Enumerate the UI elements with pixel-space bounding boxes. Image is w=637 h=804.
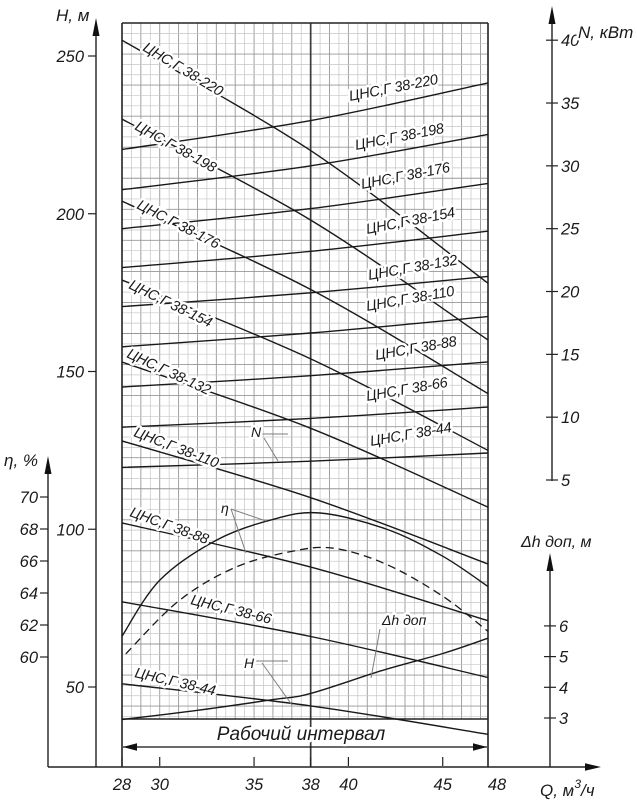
power-curve-label: ЦНС,Г 38-198 — [353, 121, 446, 154]
q-axis-tick-label: 30 — [150, 776, 169, 794]
power-curve-label: ЦНС,Г 38-44 — [368, 419, 453, 450]
head-curve-label: ЦНС,Г 38-66 — [189, 592, 273, 628]
annotation-eta-leader — [231, 509, 266, 521]
n-axis-tick-label: 5 — [561, 472, 571, 490]
head-curve-label: ЦНС,Г 38-198 — [132, 118, 219, 177]
working-interval-arrow-left-icon — [123, 743, 137, 751]
h-axis-tick-label: 250 — [56, 48, 84, 66]
annotation-eta-leader — [231, 509, 246, 553]
n-axis-arrow-icon — [549, 6, 556, 24]
power-curve-label: ЦНС,Г 38-176 — [359, 160, 452, 193]
power-curve-label: ЦНС,Г 38-88 — [373, 333, 458, 364]
annotation-eta-label: η — [221, 500, 229, 516]
dh-axis-title: Δh доп, м — [521, 534, 592, 551]
q-axis-tick-label: 45 — [433, 776, 452, 794]
annotation-dh-label: Δh доп — [382, 612, 427, 628]
eta-axis-title: η, % — [4, 451, 38, 470]
n-axis-tick-label: 40 — [561, 32, 580, 51]
eta-axis-tick-label: 62 — [19, 617, 38, 635]
head-curve-label: ЦНС,Г 38-44 — [133, 665, 217, 700]
power-curve-label: ЦНС,Г 38-154 — [364, 205, 457, 238]
chart-generated-layer — [20, 6, 601, 794]
eta-axis-arrow-icon — [45, 456, 52, 474]
eta-axis-tick-label: 70 — [19, 489, 38, 507]
q-axis-arrow-icon — [585, 763, 601, 771]
dh-axis-tick-label: 5 — [559, 648, 569, 667]
h-axis-arrow-icon — [93, 18, 100, 36]
working-interval-label: Рабочий интервал — [216, 724, 386, 745]
head-curve-label: ЦНС,Г 38-110 — [131, 424, 221, 472]
eta-axis-tick-label: 60 — [19, 649, 38, 667]
dh-axis-tick-label: 6 — [559, 617, 569, 636]
h-axis-tick-label: 100 — [56, 521, 84, 540]
eta-axis-tick-label: 66 — [19, 553, 38, 571]
head-curve-label: ЦНС,Г 38-220 — [139, 39, 226, 100]
annotation-h-label: Н — [244, 655, 255, 671]
dh-axis-tick-label: 4 — [559, 679, 569, 698]
annotation-n-label: N — [251, 424, 262, 440]
h-axis-tick-label: 200 — [56, 205, 84, 224]
n-axis-title: N, кВт — [578, 23, 634, 42]
annotation-dh-leader — [371, 629, 380, 678]
head-curve-label: ЦНС,Г 38-154 — [126, 277, 215, 332]
q-axis-title-unit: /ч — [581, 781, 595, 800]
head-curve-label: ЦНС,Г 38-88 — [127, 504, 211, 548]
n-axis-tick-label: 35 — [561, 95, 580, 114]
n-axis-tick-label: 20 — [561, 283, 580, 302]
n-axis-tick-label: 30 — [561, 157, 580, 176]
q-axis-tick-label: 35 — [244, 776, 264, 794]
dh-axis-tick-label: 3 — [559, 710, 569, 728]
h-axis-title: Н, м — [56, 6, 90, 25]
q-axis-tick-label: 40 — [339, 776, 358, 794]
power-curve-label: ЦНС,Г 38-132 — [366, 252, 459, 284]
q-axis-title-base: Q, м — [540, 781, 575, 800]
working-interval-arrow-right-icon — [473, 743, 487, 751]
dh-axis-arrow-icon — [547, 553, 554, 571]
head-curve-label: ЦНС,Г 38-132 — [124, 346, 213, 399]
n-axis-tick-label: 10 — [561, 409, 580, 428]
h-axis-tick-label: 50 — [65, 679, 84, 697]
n-axis-tick-label: 25 — [561, 220, 580, 239]
power-curve-label: ЦНС,Г 38-220 — [347, 72, 440, 105]
q-axis-title — [540, 777, 595, 800]
power-curve-label: ЦНС,Г 38-66 — [364, 374, 449, 405]
eta-axis-tick-label: 68 — [19, 521, 38, 539]
h-axis-tick-label: 150 — [56, 363, 84, 382]
q-axis-tick-label: 38 — [301, 776, 320, 794]
power-curve-label: ЦНС,Г 38-110 — [364, 283, 456, 315]
q-axis-tick-label: 48 — [487, 776, 507, 794]
eta-axis-tick-label: 64 — [19, 585, 38, 603]
n-axis-tick-label: 15 — [561, 346, 580, 365]
q-axis-tick-label: 28 — [112, 776, 132, 794]
q-axis-title-sup: 3 — [574, 777, 582, 791]
head-curve-label: ЦНС,Г 38-176 — [134, 197, 222, 253]
